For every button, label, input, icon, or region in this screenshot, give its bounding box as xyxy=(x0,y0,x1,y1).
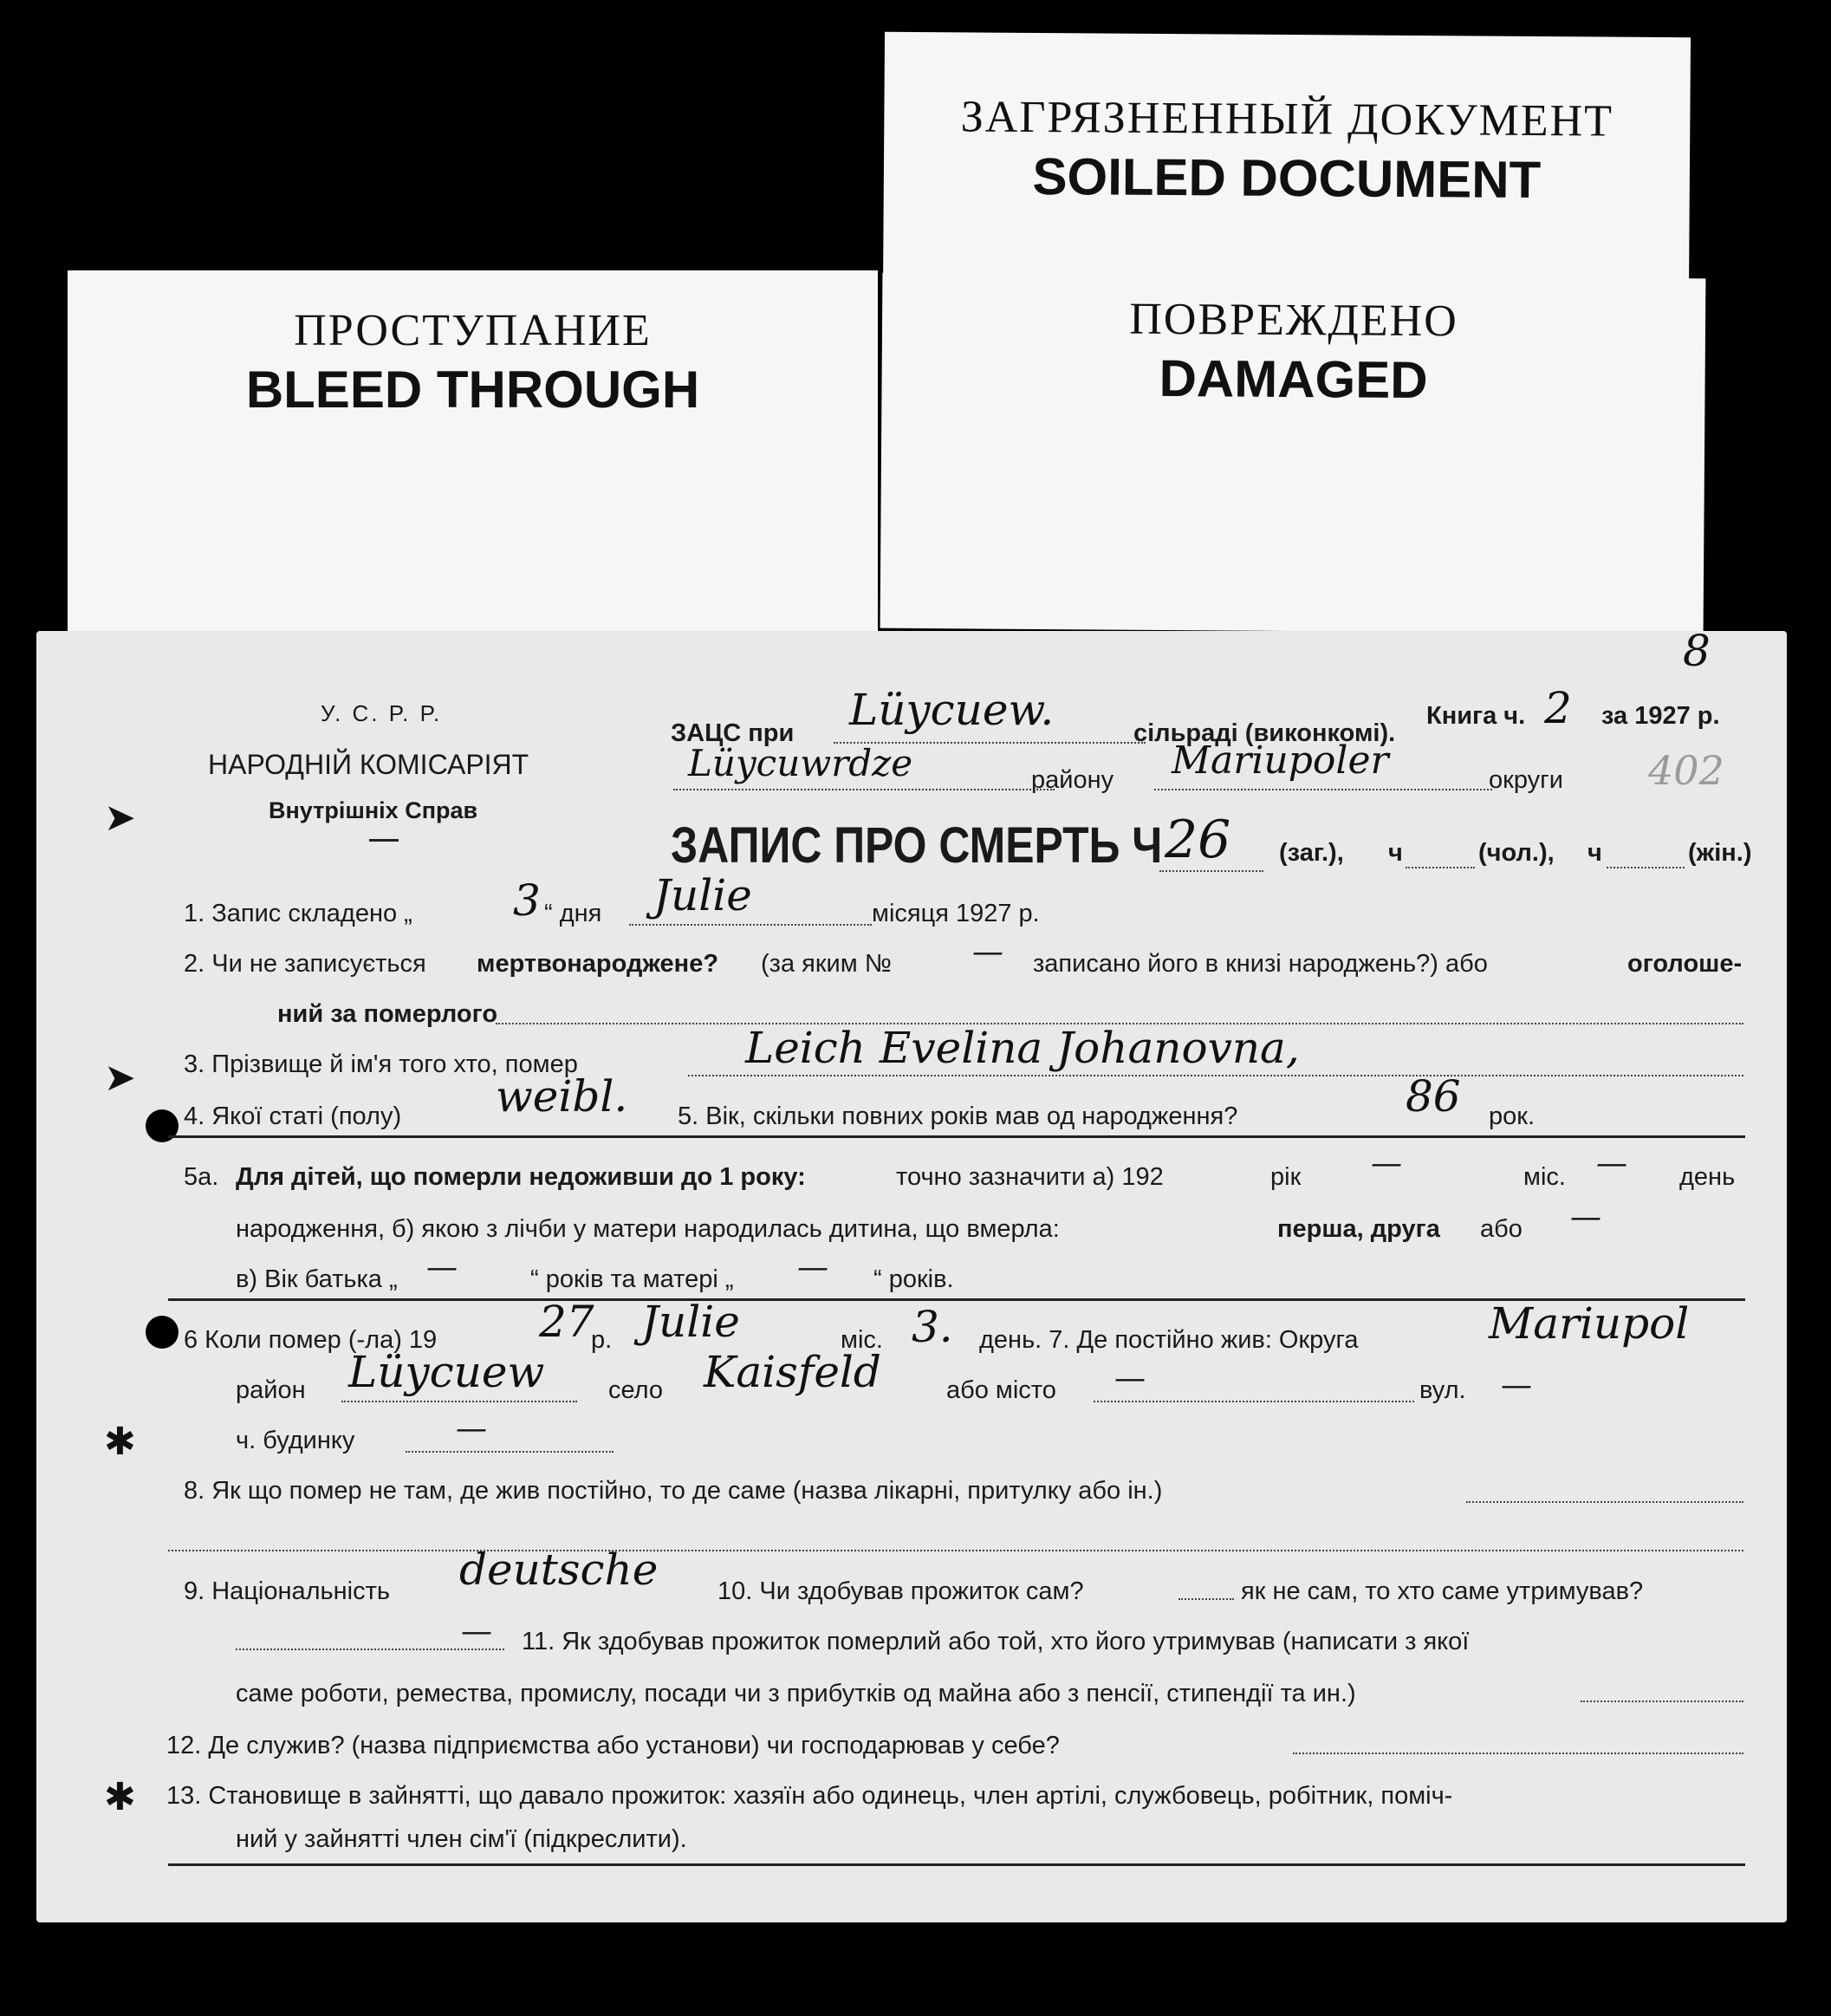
line2-stillborn: мертвонароджене? xyxy=(477,950,719,978)
selo-value: Kaisfeld xyxy=(704,1347,881,1397)
raion-live-value: Lüycuew xyxy=(348,1347,545,1397)
line3-label: 3. Прізвище й ім'я того хто, помер xyxy=(184,1050,578,1078)
ch1-label: ч xyxy=(1388,839,1403,867)
soiled-document-card xyxy=(883,32,1691,297)
death-day-value: 3. xyxy=(912,1302,953,1352)
chol-line xyxy=(1406,867,1475,868)
raion-live-line xyxy=(341,1401,577,1402)
record-title: ЗАПИС ПРО СМЕРТЬ Ч xyxy=(671,817,1163,874)
line9-label: 9. Національність xyxy=(184,1577,391,1605)
line5a-2b: перша, друга xyxy=(1277,1215,1440,1243)
zags-label: ЗАЦС при xyxy=(671,719,795,747)
ussr-label: У. С. Р. Р. xyxy=(321,700,443,726)
okrug-label: округи xyxy=(1489,766,1563,794)
binding-mark-icon: ➤ xyxy=(104,1057,136,1099)
bottom-divider xyxy=(168,1863,1745,1866)
faint-number-value: 402 xyxy=(1648,747,1724,794)
line2-number-label: (за яким № xyxy=(761,950,892,978)
book-number-top-value: 8 xyxy=(1683,626,1711,676)
binding-mark-icon: ➤ xyxy=(104,797,136,839)
line5a-3b: “ років та матері „ xyxy=(530,1265,734,1293)
okrug-name-line xyxy=(1154,789,1492,790)
line8-label: 8. Як що помер не там, де жив постійно, то де саме (назва лікарні, притулку або ін.) xyxy=(184,1477,1163,1505)
record-month-value: Julie xyxy=(653,870,752,920)
punch-hole xyxy=(146,1316,179,1349)
zhin-line xyxy=(1607,867,1685,868)
damaged-label-en: DAMAGED xyxy=(1159,348,1428,410)
line5a-rik: рік xyxy=(1270,1163,1302,1191)
line5a-bold: Для дітей, що померли недоживши до 1 року: xyxy=(236,1163,806,1191)
raion-name-line xyxy=(673,789,1055,790)
raion-name-value: Lüycuwrdze xyxy=(688,742,913,784)
book-number-value: 2 xyxy=(1544,683,1572,733)
line7-raion: район xyxy=(236,1376,306,1404)
line5a-3a: в) Вік батька „ xyxy=(236,1265,398,1293)
line5a-2: народження, б) якою з лічби у матери народилась дитина, що вмерла: xyxy=(236,1215,1060,1243)
soiled-label-ru: ЗАГРЯЗНЕННЫЙ ДОКУМЕНТ xyxy=(960,92,1614,146)
line1-label-b: “ дня xyxy=(544,900,602,927)
line5-unit: рок. xyxy=(1489,1102,1536,1130)
line1-label-a: 1. Запис складено „ xyxy=(184,900,412,927)
line12-fill-line xyxy=(1293,1753,1743,1754)
dash1-value: — xyxy=(1371,1146,1402,1181)
line11-label: 11. Як здобував прожиток померлий або той, хто його утримував (написати з якої xyxy=(522,1628,1470,1655)
line7-budynok: ч. будинку xyxy=(236,1427,355,1454)
zag-label: (заг.), xyxy=(1279,839,1344,867)
misto-value: — xyxy=(1114,1361,1146,1396)
line6-mis: міс. xyxy=(841,1326,883,1354)
line8-fill-line-2 xyxy=(168,1550,1743,1551)
line6-den: день. 7. Де постійно жив: Округа xyxy=(979,1326,1359,1354)
zhin-label: (жін.) xyxy=(1688,839,1752,867)
damaged-label-ru: ПОВРЕЖДЕНО xyxy=(1129,294,1458,347)
section-divider xyxy=(168,1135,1745,1138)
budynok-line xyxy=(406,1451,614,1453)
line11-fill-line-2 xyxy=(1581,1701,1743,1702)
raion-label: району xyxy=(1031,766,1114,794)
death-month-value: Julie xyxy=(641,1297,740,1347)
line13-label-b: ний у зайнятті член сім'ї (підкреслити). xyxy=(236,1825,687,1853)
line7-selo: село xyxy=(608,1376,664,1404)
bleed-through-card xyxy=(68,270,878,634)
dept-label: Внутрішніх Справ xyxy=(269,797,478,823)
line5a-text: точно зазначити а) 192 xyxy=(896,1163,1164,1191)
bleed-label-ru: ПРОСТУПАНИЕ xyxy=(294,306,652,355)
header-divider xyxy=(369,839,399,842)
binding-mark-icon: ✱ xyxy=(104,1776,136,1818)
stillborn-dash-value: — xyxy=(972,934,1003,970)
zags-place-value: Lüycuew. xyxy=(849,685,1055,735)
line2-label: 2. Чи не записується xyxy=(184,950,426,978)
dash2-value: — xyxy=(1596,1146,1627,1181)
line5a-3c: “ років. xyxy=(873,1265,954,1293)
line4-label: 4. Якої статі (полу) xyxy=(184,1102,402,1130)
line2-label-f: ний за померлого xyxy=(277,1000,498,1028)
line10-label: 10. Чи здобував прожиток сам? xyxy=(717,1577,1084,1605)
line5a-2c: або xyxy=(1480,1215,1523,1243)
record-month-line xyxy=(629,924,872,926)
ch2-label: ч xyxy=(1588,839,1602,867)
vul-value: — xyxy=(1501,1368,1532,1403)
okrug-live-value: Mariupol xyxy=(1489,1298,1690,1349)
line13-label: 13. Становище в зайнятті, що давало прожиток: хазяїн або одинець, член артілі, службовець, робітник, поміч- xyxy=(166,1782,1453,1810)
silrada-label: сільраді (виконкомі). xyxy=(1133,719,1396,747)
bleed-label-en: BLEED THROUGH xyxy=(245,361,700,419)
binding-mark-icon: ✱ xyxy=(104,1421,136,1463)
book-year-label: за 1927 р. xyxy=(1601,702,1720,730)
line10-label-b: як не сам, то хто саме утримував? xyxy=(1241,1577,1644,1605)
line7-misto: або місто xyxy=(946,1376,1056,1404)
line12-label: 12. Де служив? (назва підприємства або установи) чи господарював у себе? xyxy=(166,1732,1060,1759)
line5a-label: 5а. xyxy=(184,1163,219,1191)
line11-label-b: саме роботи, ремества, промислу, посади чи з прибутків од майна або з пенсії, стипендії та ин.) xyxy=(236,1680,1356,1707)
record-day-value: 3 xyxy=(513,875,541,926)
death-record-form xyxy=(36,626,1787,1922)
dash4-value: — xyxy=(426,1250,458,1285)
line5a-mis: міс. xyxy=(1523,1163,1566,1191)
dash5-value: — xyxy=(797,1250,828,1285)
deceased-name-value: Leich Evelina Johanovna, xyxy=(745,1023,1300,1073)
damaged-card xyxy=(880,273,1706,634)
nationality-value: deutsche xyxy=(459,1545,659,1595)
misto-line xyxy=(1094,1401,1414,1402)
nat-dash-value: — xyxy=(461,1614,492,1649)
soiled-label-en: SOILED DOCUMENT xyxy=(1032,146,1542,210)
line1-label-c: місяця 1927 р. xyxy=(872,900,1040,927)
line5-label: 5. Вік, скільки повних років мав од народження? xyxy=(678,1102,1238,1130)
line6-year-unit: р. xyxy=(591,1326,613,1354)
record-number-value: 26 xyxy=(1165,810,1231,870)
line5a-den: день xyxy=(1679,1163,1736,1191)
dash3-value: — xyxy=(1570,1200,1601,1235)
age-value: 86 xyxy=(1406,1071,1461,1122)
book-label: Книга ч. xyxy=(1426,702,1526,730)
budynok-value: — xyxy=(456,1411,487,1447)
okrug-name-value: Mariupoler xyxy=(1172,738,1389,783)
chol-label: (чол.), xyxy=(1478,839,1555,867)
commissariat-label: НАРОДНІЙ КОМІСАРІЯТ xyxy=(208,749,529,780)
death-year-value: 27 xyxy=(539,1297,594,1347)
line8-fill-line xyxy=(1466,1501,1743,1503)
line2-label-d: записано його в книзі народжень?) або xyxy=(1033,950,1488,978)
line7-vul: вул. xyxy=(1419,1376,1466,1404)
line6-label: 6 Коли помер (-ла) 19 xyxy=(184,1326,438,1354)
deceased-name-line xyxy=(688,1075,1743,1076)
record-number-line xyxy=(1159,870,1263,872)
line2-label-e: оголоше- xyxy=(1627,950,1743,978)
line10-fill-line xyxy=(1178,1598,1234,1600)
sex-value: weibl. xyxy=(496,1071,628,1122)
